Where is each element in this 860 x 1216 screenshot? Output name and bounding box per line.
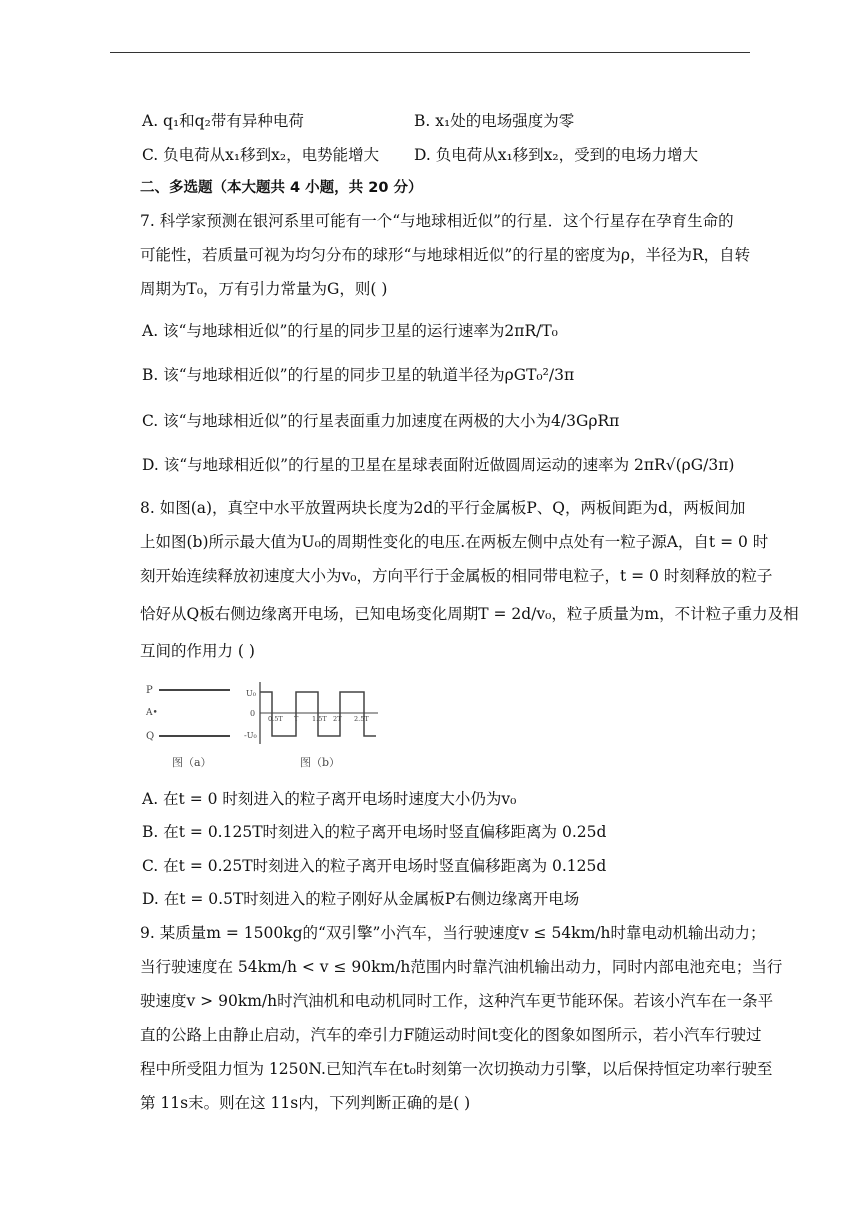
q8-stem-line-3: 刻开始连续释放初速度大小为v₀，方向平行于金属板的相同带电粒子，t = 0 时刻释放的粒子	[140, 567, 773, 585]
caption-a: 图（a）	[172, 756, 212, 769]
source-a-label: A•	[146, 708, 158, 718]
header-rule	[110, 52, 750, 53]
q7-option-a: A. 该“与地球相近似”的行星的同步卫星的运行速率为2πR/T₀	[142, 322, 558, 340]
tick-2t: 2T	[333, 715, 342, 723]
q6-option-a: A. q₁和q₂带有异种电荷	[142, 112, 304, 130]
tick-t: T	[294, 715, 299, 723]
q8-option-d: D. 在t = 0.5T时刻进入的粒子刚好从金属板P右侧边缘离开电场	[142, 890, 580, 908]
section-title: 二、多选题（本大题共 4 小题，共 20 分）	[140, 180, 423, 196]
q6-options-row-2	[142, 144, 754, 166]
square-wave	[260, 692, 376, 736]
q7-stem-line-1: 7. 科学家预测在银河系里可能有一个“与地球相近似”的行星．这个行星存在孕育生命的	[140, 212, 734, 230]
q8-option-a: A. 在t = 0 时刻进入的粒子离开电场时速度大小仍为v₀	[142, 790, 517, 808]
q9-stem-line-6: 第 11s末。则在这 11s内，下列判断正确的是( )	[140, 1094, 471, 1112]
q9-stem-line-4: 直的公路上由静止启动，汽车的牵引力F随运动时间t变化的图象如图所示，若小汽车行驶过	[140, 1026, 762, 1044]
q6-option-b: B. x₁处的电场强度为零	[414, 112, 575, 130]
q8-stem-line-5: 互间的作用力 ( )	[140, 642, 255, 660]
q7-stem-line-2: 可能性，若质量可视为均匀分布的球形“与地球相近似”的行星的密度为ρ，半径为R，自转	[140, 246, 751, 264]
q8-stem-line-1: 8. 如图(a)，真空中水平放置两块长度为2d的平行金属板P、Q，两板间距为d，两板间加	[140, 499, 746, 517]
neg-u0-label: -U₀	[244, 731, 257, 740]
q6-option-c: C. 负电荷从x₁移到x₂，电势能增大	[142, 146, 380, 164]
q9-stem-line-3: 驶速度v > 90km/h时汽油机和电动机同时工作，这种汽车更节能环保。若该小汽车在一条平	[140, 992, 774, 1010]
q8-stem-line-4: 恰好从Q板右侧边缘离开电场，已知电场变化周期T = 2d/v₀，粒子质量为m，不计粒子重力及相	[140, 605, 799, 623]
q7-option-b: B. 该“与地球相近似”的行星的同步卫星的轨道半径为ρGT₀²/3π	[142, 366, 575, 384]
q6-option-d: D. 负电荷从x₁移到x₂，受到的电场力增大	[414, 146, 699, 164]
q9-stem-line-5: 程中所受阻力恒为 1250N.已知汽车在t₀时刻第一次切换动力引擎，以后保持恒定功率行驶至	[140, 1060, 773, 1078]
tick-1-5t: 1.5T	[312, 715, 327, 723]
caption-b: 图（b）	[300, 756, 341, 769]
figure-a	[145, 685, 230, 769]
q8-figure	[142, 680, 382, 780]
q8-option-b: B. 在t = 0.125T时刻进入的粒子离开电场时竖直偏移距离为 0.25d	[142, 823, 607, 841]
q7-option-d: D. 该“与地球相近似”的行星的卫星在星球表面附近做圆周运动的速率为 2πR√(ρG/3π)	[142, 456, 735, 474]
q7-option-c: C. 该“与地球相近似”的行星表面重力加速度在两极的大小为4/3GρRπ	[142, 412, 620, 430]
plate-q-label: Q	[146, 731, 155, 742]
q6-options-row-1	[142, 110, 754, 132]
q8-option-c: C. 在t = 0.25T时刻进入的粒子离开电场时竖直偏移距离为 0.125d	[142, 857, 607, 875]
tick-0-5t: 0.5T	[268, 715, 283, 723]
q8-stem-line-2: 上如图(b)所示最大值为U₀的周期性变化的电压.在两板左侧中点处有一粒子源A，自t = 0 时	[140, 533, 769, 551]
u0-label: U₀	[246, 689, 256, 698]
plate-p-label: P	[146, 685, 153, 696]
q9-stem-line-1: 9. 某质量m = 1500kg的“双引擎”小汽车，当行驶速度v ≤ 54km/h时靠电动机输出动力；	[140, 924, 766, 942]
q9-stem-line-2: 当行驶速度在 54km/h < v ≤ 90km/h范围内时靠汽油机输出动力，同时内部电池充电；当行	[140, 958, 783, 976]
figure-b	[244, 682, 378, 769]
q7-stem-line-3: 周期为T₀，万有引力常量为G，则( )	[140, 280, 388, 298]
zero-label: 0	[250, 709, 256, 718]
tick-2-5t: 2.5T	[354, 715, 369, 723]
